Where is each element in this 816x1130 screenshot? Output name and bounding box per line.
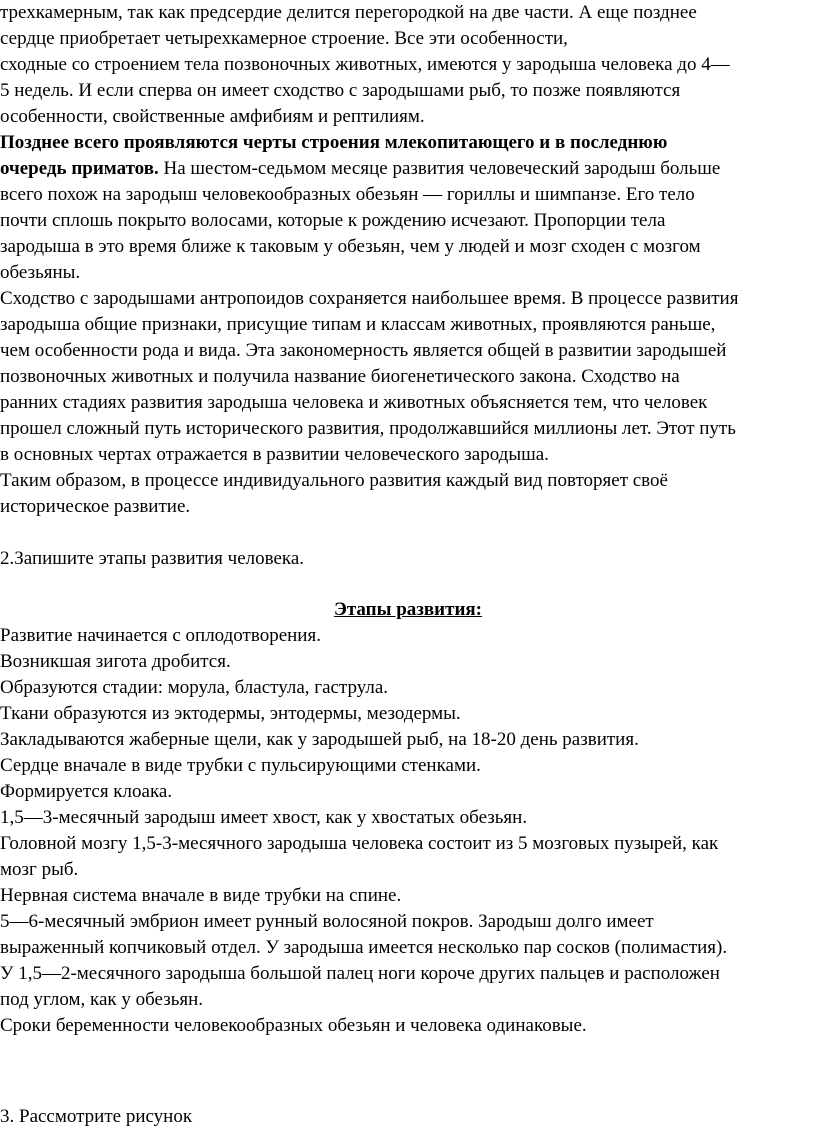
stage-line: Закладываются жаберные щели, как у зародышей рыб, на 18-20 день развития.	[0, 729, 639, 750]
text-line: сердце приобретает четырехкамерное строение. Все эти особенности,	[0, 28, 568, 49]
stage-line: Образуются стадии: морула, бластула, гаструла.	[0, 677, 389, 698]
stage-line: Сроки беременности человекообразных обезьян и человека одинаковые.	[0, 1015, 587, 1036]
stage-line: 1,5—3-месячный зародыш имеет хвост, как у хвостатых обезьян.	[0, 807, 528, 828]
stage-line: Головной мозгу 1,5-3-месячного зародыша человека состоит из 5 мозговых пузырей, как	[0, 833, 719, 854]
text-line: трехкамерным, так как предсердие делится перегородкой на две части. А еще позднее	[0, 2, 697, 23]
text-line: чем особенности рода и вида. Эта закономерность является общей в развитии зародышей	[0, 340, 727, 361]
stage-line: выраженный копчиковый отдел. У зародыша имеется несколько пар сосков (полимастия).	[0, 937, 728, 958]
stage-line: мозг рыб.	[0, 859, 79, 880]
text-line: в основных чертах отражается в развитии человеческого зародыша.	[0, 444, 549, 465]
text-line: прошел сложный путь исторического развития, продолжавшийся миллионы лет. Этот путь	[0, 418, 736, 439]
text-line	[0, 156, 720, 182]
text-line: позвоночных животных и получила название биогенетического закона. Сходство на	[0, 366, 680, 387]
text-line: всего похож на зародыш человекообразных обезьян — гориллы и шимпанзе. Его тело	[0, 184, 695, 205]
stage-line: Нервная система вначале в виде трубки на спине.	[0, 885, 402, 906]
stage-line: Возникшая зигота дробится.	[0, 651, 231, 672]
bold-phrase: очередь приматов.	[0, 158, 159, 179]
text-line: зародыша в это время ближе к таковым у обезьян, чем у людей и мозг сходен с мозгом	[0, 236, 701, 257]
text-line: Сходство с зародышами антропоидов сохраняется наибольшее время. В процессе развития	[0, 288, 739, 309]
text-line: обезьяны.	[0, 262, 81, 283]
stage-line: под углом, как у обезьян.	[0, 989, 204, 1010]
stages-title: Этапы развития:	[333, 599, 483, 620]
stage-line: Ткани образуются из эктодермы, энтодермы, мезодермы.	[0, 703, 461, 724]
text-line: особенности, свойственные амфибиям и рептилиям.	[0, 106, 425, 127]
text-run: На шестом-седьмом месяце развития человеческий зародыш больше	[158, 158, 721, 179]
stage-line: Формируется клоака.	[0, 781, 173, 802]
text-line: почти сплошь покрыто волосами, которые к рождению исчезают. Пропорции тела	[0, 210, 666, 231]
task-heading: 2.Запишите этапы развития человека.	[0, 548, 305, 569]
stage-line: Развитие начинается с оплодотворения.	[0, 625, 321, 646]
text-line: 5 недель. И если сперва он имеет сходство с зародышами рыб, то позже появляются	[0, 80, 681, 101]
bold-heading-line: Позднее всего проявляются черты строения млекопитающего и в последнюю	[0, 132, 668, 153]
text-line: историческое развитие.	[0, 496, 191, 517]
text-line: ранних стадиях развития зародыша человека и животных объясняется тем, что человек	[0, 392, 708, 413]
stage-line: Сердце вначале в виде трубки с пульсирующими стенками.	[0, 755, 481, 776]
text-line: сходные со строением тела позвоночных животных, имеются у зародыша человека до 4—	[0, 54, 730, 75]
task-heading: 3. Рассмотрите рисунок	[0, 1106, 193, 1127]
text-line: зародыша общие признаки, присущие типам и классам животных, проявляются раньше,	[0, 314, 716, 335]
text-line: Таким образом, в процессе индивидуального развития каждый вид повторяет своё	[0, 470, 668, 491]
stage-line: У 1,5—2-месячного зародыша большой палец ноги короче других пальцев и расположен	[0, 963, 720, 984]
stage-line: 5—6-месячный эмбрион имеет рунный волосяной покров. Зародыш долго имеет	[0, 911, 654, 932]
